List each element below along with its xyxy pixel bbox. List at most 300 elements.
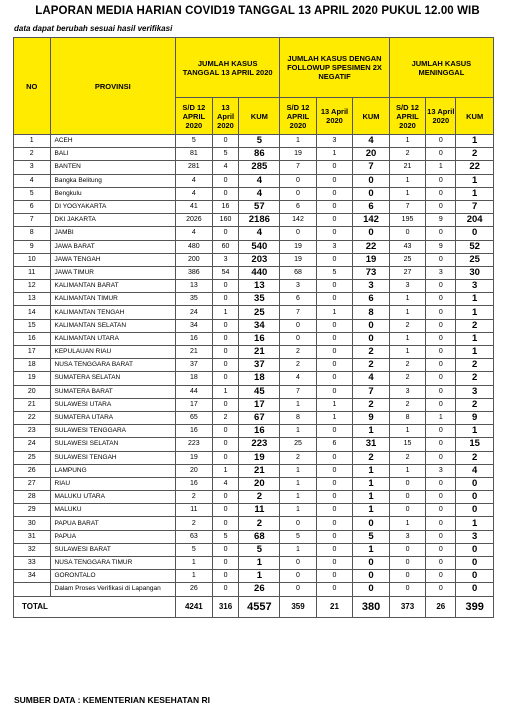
total-value: 373 <box>389 596 426 617</box>
case-value: 1 <box>212 385 239 398</box>
case-value: 0 <box>212 280 239 293</box>
province-name: SULAWESI UTARA <box>50 398 176 411</box>
case-value: 3 <box>426 464 456 477</box>
table-row <box>14 293 494 306</box>
kum-value: 20 <box>239 477 280 490</box>
case-value: 0 <box>280 570 317 583</box>
total-value: 316 <box>212 596 239 617</box>
case-value: 1 <box>389 425 426 438</box>
kum-value: 1 <box>456 306 494 319</box>
table-row <box>14 425 494 438</box>
case-value: 0 <box>212 187 239 200</box>
province-name: DI YOGYAKARTA <box>50 200 176 213</box>
row-number: 16 <box>14 332 51 345</box>
table-row <box>14 161 494 174</box>
kum-value: 73 <box>353 266 390 279</box>
province-name: SULAWESI TENGAH <box>50 451 176 464</box>
table-row <box>14 214 494 227</box>
kum-value: 25 <box>456 253 494 266</box>
case-value: 19 <box>280 240 317 253</box>
row-number: 29 <box>14 504 51 517</box>
case-value: 0 <box>426 477 456 490</box>
case-value: 21 <box>389 161 426 174</box>
table-row <box>14 227 494 240</box>
case-value: 0 <box>280 557 317 570</box>
kum-value: 1 <box>353 425 390 438</box>
row-number: 21 <box>14 398 51 411</box>
kum-value: 1 <box>456 517 494 530</box>
case-value: 7 <box>280 385 317 398</box>
kum-value: 86 <box>239 148 280 161</box>
case-value: 1 <box>316 411 353 424</box>
case-value: 4 <box>176 187 213 200</box>
case-value: 1 <box>280 425 317 438</box>
case-value: 8 <box>280 411 317 424</box>
kum-value: 0 <box>353 227 390 240</box>
case-value: 2 <box>389 148 426 161</box>
case-value: 0 <box>316 187 353 200</box>
kum-value: 2 <box>353 398 390 411</box>
total-value: 380 <box>353 596 390 617</box>
case-value: 0 <box>426 583 456 596</box>
case-value: 0 <box>426 530 456 543</box>
province-name: JAWA BARAT <box>50 240 176 253</box>
kum-value: 15 <box>456 438 494 451</box>
kum-value: 0 <box>353 517 390 530</box>
case-value: 0 <box>426 253 456 266</box>
row-number: 34 <box>14 570 51 583</box>
province-name: KEPULAUAN RIAU <box>50 346 176 359</box>
case-value: 37 <box>176 359 213 372</box>
table-row <box>14 477 494 490</box>
kum-value: 25 <box>239 306 280 319</box>
case-value: 7 <box>389 200 426 213</box>
case-value: 0 <box>212 543 239 556</box>
header-13april: 13 April 2020 <box>426 98 456 135</box>
case-value: 3 <box>389 280 426 293</box>
province-name: BALI <box>50 148 176 161</box>
case-value: 2026 <box>176 214 213 227</box>
kum-value: 57 <box>239 200 280 213</box>
province-name: BANTEN <box>50 161 176 174</box>
case-value: 19 <box>280 148 317 161</box>
case-value: 0 <box>212 491 239 504</box>
case-value: 0 <box>316 227 353 240</box>
case-value: 0 <box>212 398 239 411</box>
case-value: 18 <box>176 372 213 385</box>
case-value: 5 <box>316 266 353 279</box>
case-value: 0 <box>316 504 353 517</box>
province-name: SULAWESI BARAT <box>50 543 176 556</box>
case-value: 0 <box>316 425 353 438</box>
kum-value: 4 <box>353 135 390 148</box>
case-value: 0 <box>426 227 456 240</box>
table-row <box>14 280 494 293</box>
row-number: 18 <box>14 359 51 372</box>
row-number: 24 <box>14 438 51 451</box>
kum-value: 1 <box>353 504 390 517</box>
case-value: 0 <box>316 161 353 174</box>
case-value: 0 <box>316 319 353 332</box>
table-row <box>14 451 494 464</box>
header-sd12: S/D 12 APRIL 2020 <box>176 98 213 135</box>
case-value: 1 <box>389 187 426 200</box>
kum-value: 21 <box>239 464 280 477</box>
kum-value: 35 <box>239 293 280 306</box>
case-value: 0 <box>389 583 426 596</box>
row-number <box>14 583 51 596</box>
case-value: 4 <box>212 477 239 490</box>
case-value: 0 <box>212 557 239 570</box>
case-value: 0 <box>389 557 426 570</box>
case-value: 3 <box>316 240 353 253</box>
kum-value: 18 <box>239 372 280 385</box>
table-row <box>14 332 494 345</box>
case-value: 1 <box>280 135 317 148</box>
kum-value: 17 <box>239 398 280 411</box>
kum-value: 540 <box>239 240 280 253</box>
case-value: 160 <box>212 214 239 227</box>
kum-value: 2 <box>239 517 280 530</box>
case-value: 0 <box>426 543 456 556</box>
table-row <box>14 135 494 148</box>
case-value: 0 <box>212 332 239 345</box>
case-value: 0 <box>280 332 317 345</box>
case-value: 5 <box>176 543 213 556</box>
kum-value: 0 <box>456 491 494 504</box>
header-kum: KUM <box>353 98 390 135</box>
case-value: 2 <box>280 359 317 372</box>
case-value: 0 <box>426 398 456 411</box>
case-value: 0 <box>212 438 239 451</box>
case-value: 0 <box>280 583 317 596</box>
case-value: 0 <box>212 319 239 332</box>
case-value: 2 <box>389 319 426 332</box>
table-row <box>14 491 494 504</box>
province-name: JAMBI <box>50 227 176 240</box>
case-value: 7 <box>280 306 317 319</box>
case-value: 0 <box>212 570 239 583</box>
case-value: 5 <box>212 148 239 161</box>
case-value: 0 <box>316 293 353 306</box>
table-row <box>14 504 494 517</box>
kum-value: 1 <box>353 464 390 477</box>
province-name: RIAU <box>50 477 176 490</box>
table-row <box>14 319 494 332</box>
case-value: 1 <box>280 464 317 477</box>
total-value: 4557 <box>239 596 280 617</box>
case-value: 68 <box>280 266 317 279</box>
row-number: 25 <box>14 451 51 464</box>
kum-value: 30 <box>456 266 494 279</box>
case-value: 0 <box>316 464 353 477</box>
case-value: 6 <box>280 200 317 213</box>
kum-value: 3 <box>456 280 494 293</box>
case-value: 1 <box>280 504 317 517</box>
row-number: 26 <box>14 464 51 477</box>
case-value: 65 <box>176 411 213 424</box>
case-value: 0 <box>316 570 353 583</box>
kum-value: 142 <box>353 214 390 227</box>
kum-value: 2 <box>456 451 494 464</box>
case-value: 0 <box>426 200 456 213</box>
case-value: 0 <box>316 385 353 398</box>
kum-value: 6 <box>353 293 390 306</box>
case-value: 44 <box>176 385 213 398</box>
case-value: 142 <box>280 214 317 227</box>
header-no: NO <box>14 38 51 135</box>
case-value: 0 <box>316 557 353 570</box>
table-row <box>14 464 494 477</box>
table-row <box>14 240 494 253</box>
kum-value: 3 <box>456 385 494 398</box>
case-value: 0 <box>212 293 239 306</box>
kum-value: 9 <box>353 411 390 424</box>
kum-value: 5 <box>239 135 280 148</box>
province-name: SULAWESI SELATAN <box>50 438 176 451</box>
kum-value: 7 <box>456 200 494 213</box>
kum-value: 4 <box>239 174 280 187</box>
row-number: 33 <box>14 557 51 570</box>
kum-value: 2 <box>353 451 390 464</box>
case-value: 0 <box>280 227 317 240</box>
case-value: 0 <box>212 227 239 240</box>
verification-note: data dapat berubah sesuai hasil verifikasi <box>14 24 173 33</box>
case-value: 4 <box>176 227 213 240</box>
total-value: 359 <box>280 596 317 617</box>
case-value: 0 <box>426 187 456 200</box>
kum-value: 1 <box>456 346 494 359</box>
kum-value: 2 <box>353 359 390 372</box>
kum-value: 2 <box>353 346 390 359</box>
case-value: 0 <box>426 372 456 385</box>
case-value: 24 <box>176 306 213 319</box>
case-value: 19 <box>280 253 317 266</box>
table-row <box>14 200 494 213</box>
case-value: 2 <box>389 398 426 411</box>
kum-value: 2 <box>456 372 494 385</box>
case-value: 0 <box>426 293 456 306</box>
case-value: 3 <box>426 266 456 279</box>
kum-value: 7 <box>353 161 390 174</box>
case-value: 195 <box>389 214 426 227</box>
case-value: 0 <box>316 200 353 213</box>
kum-value: 0 <box>353 319 390 332</box>
province-name: KALIMANTAN TIMUR <box>50 293 176 306</box>
case-value: 1 <box>212 464 239 477</box>
kum-value: 4 <box>239 227 280 240</box>
kum-value: 68 <box>239 530 280 543</box>
row-number: 11 <box>14 266 51 279</box>
row-number: 10 <box>14 253 51 266</box>
case-value: 54 <box>212 266 239 279</box>
case-value: 0 <box>316 280 353 293</box>
table-body <box>14 135 494 618</box>
kum-value: 3 <box>456 530 494 543</box>
case-value: 13 <box>176 280 213 293</box>
case-value: 0 <box>212 517 239 530</box>
case-value: 0 <box>316 517 353 530</box>
report-title: LAPORAN MEDIA HARIAN COVID19 TANGGAL 13 APRIL 2020 PUKUL 12.00 WIB <box>35 5 480 17</box>
case-value: 1 <box>176 557 213 570</box>
case-value: 43 <box>389 240 426 253</box>
case-value: 0 <box>316 451 353 464</box>
row-number: 7 <box>14 214 51 227</box>
case-value: 5 <box>176 135 213 148</box>
kum-value: 1 <box>456 332 494 345</box>
case-value: 0 <box>389 570 426 583</box>
row-number: 13 <box>14 293 51 306</box>
row-number: 32 <box>14 543 51 556</box>
kum-value: 13 <box>239 280 280 293</box>
header-kum: KUM <box>456 98 494 135</box>
covid-cases-table <box>13 37 494 618</box>
province-name: KALIMANTAN TENGAH <box>50 306 176 319</box>
case-value: 0 <box>426 359 456 372</box>
kum-value: 0 <box>456 227 494 240</box>
province-name: KALIMANTAN BARAT <box>50 280 176 293</box>
table-row <box>14 359 494 372</box>
table-row <box>14 543 494 556</box>
case-value: 25 <box>280 438 317 451</box>
case-value: 1 <box>280 398 317 411</box>
kum-value: 2 <box>239 491 280 504</box>
case-value: 4 <box>212 161 239 174</box>
case-value: 2 <box>389 372 426 385</box>
table-row <box>14 346 494 359</box>
row-number: 23 <box>14 425 51 438</box>
kum-value: 4 <box>239 187 280 200</box>
case-value: 0 <box>212 583 239 596</box>
case-value: 223 <box>176 438 213 451</box>
kum-value: 21 <box>239 346 280 359</box>
table-row <box>14 398 494 411</box>
case-value: 16 <box>212 200 239 213</box>
case-value: 386 <box>176 266 213 279</box>
kum-value: 0 <box>456 477 494 490</box>
province-name: SUMATERA UTARA <box>50 411 176 424</box>
case-value: 2 <box>176 491 213 504</box>
row-number: 1 <box>14 135 51 148</box>
table-row <box>14 530 494 543</box>
case-value: 1 <box>280 477 317 490</box>
case-value: 15 <box>389 438 426 451</box>
kum-value: 19 <box>239 451 280 464</box>
case-value: 1 <box>280 543 317 556</box>
table-row <box>14 517 494 530</box>
kum-value: 5 <box>353 530 390 543</box>
row-number: 28 <box>14 491 51 504</box>
header-13april: 13 April 2020 <box>212 98 239 135</box>
case-value: 0 <box>316 372 353 385</box>
kum-value: 0 <box>456 504 494 517</box>
kum-value: 223 <box>239 438 280 451</box>
case-value: 0 <box>426 332 456 345</box>
case-value: 0 <box>426 280 456 293</box>
case-value: 0 <box>316 530 353 543</box>
case-value: 0 <box>389 477 426 490</box>
case-value: 1 <box>389 332 426 345</box>
kum-value: 2 <box>456 148 494 161</box>
case-value: 41 <box>176 200 213 213</box>
header-group-negatif: JUMLAH KASUS DENGAN FOLLOWUP SPESIMEN 2X NEGATIF <box>280 38 390 98</box>
kum-value: 2 <box>456 319 494 332</box>
total-value: 399 <box>456 596 494 617</box>
header-group-meninggal: JUMLAH KASUS MENINGGAL <box>389 38 493 98</box>
data-source: SUMBER DATA : KEMENTERIAN KESEHATAN RI <box>14 695 210 705</box>
case-value: 1 <box>389 346 426 359</box>
case-value: 0 <box>426 148 456 161</box>
province-name: MALUKU UTARA <box>50 491 176 504</box>
row-number: 30 <box>14 517 51 530</box>
case-value: 0 <box>316 214 353 227</box>
kum-value: 440 <box>239 266 280 279</box>
case-value: 11 <box>176 504 213 517</box>
table-row <box>14 570 494 583</box>
row-number: 27 <box>14 477 51 490</box>
kum-value: 0 <box>353 570 390 583</box>
kum-value: 7 <box>353 385 390 398</box>
total-value: 4241 <box>176 596 213 617</box>
row-number: 4 <box>14 174 51 187</box>
case-value: 5 <box>212 530 239 543</box>
case-value: 16 <box>176 477 213 490</box>
case-value: 0 <box>389 227 426 240</box>
kum-value: 1 <box>239 570 280 583</box>
case-value: 0 <box>426 517 456 530</box>
case-value: 4 <box>176 174 213 187</box>
kum-value: 0 <box>456 583 494 596</box>
case-value: 16 <box>176 332 213 345</box>
case-value: 0 <box>389 543 426 556</box>
case-value: 0 <box>316 543 353 556</box>
case-value: 1 <box>280 491 317 504</box>
case-value: 0 <box>212 504 239 517</box>
province-name: JAWA TENGAH <box>50 253 176 266</box>
case-value: 20 <box>176 464 213 477</box>
kum-value: 2 <box>456 398 494 411</box>
case-value: 3 <box>389 530 426 543</box>
province-name: SULAWESI TENGGARA <box>50 425 176 438</box>
case-value: 0 <box>212 451 239 464</box>
table-row <box>14 266 494 279</box>
case-value: 0 <box>426 319 456 332</box>
case-value: 19 <box>176 451 213 464</box>
kum-value: 8 <box>353 306 390 319</box>
case-value: 0 <box>212 372 239 385</box>
case-value: 3 <box>212 253 239 266</box>
table-row <box>14 557 494 570</box>
row-number: 5 <box>14 187 51 200</box>
case-value: 480 <box>176 240 213 253</box>
kum-value: 0 <box>353 187 390 200</box>
case-value: 3 <box>280 280 317 293</box>
case-value: 0 <box>426 135 456 148</box>
kum-value: 1 <box>456 135 494 148</box>
case-value: 16 <box>176 425 213 438</box>
kum-value: 0 <box>353 557 390 570</box>
case-value: 2 <box>389 359 426 372</box>
case-value: 2 <box>176 517 213 530</box>
case-value: 0 <box>212 359 239 372</box>
kum-value: 22 <box>456 161 494 174</box>
case-value: 27 <box>389 266 426 279</box>
case-value: 4 <box>280 372 317 385</box>
header-sd12: S/D 12 APRIL 2020 <box>280 98 317 135</box>
kum-value: 67 <box>239 411 280 424</box>
kum-value: 1 <box>353 543 390 556</box>
kum-value: 0 <box>456 570 494 583</box>
